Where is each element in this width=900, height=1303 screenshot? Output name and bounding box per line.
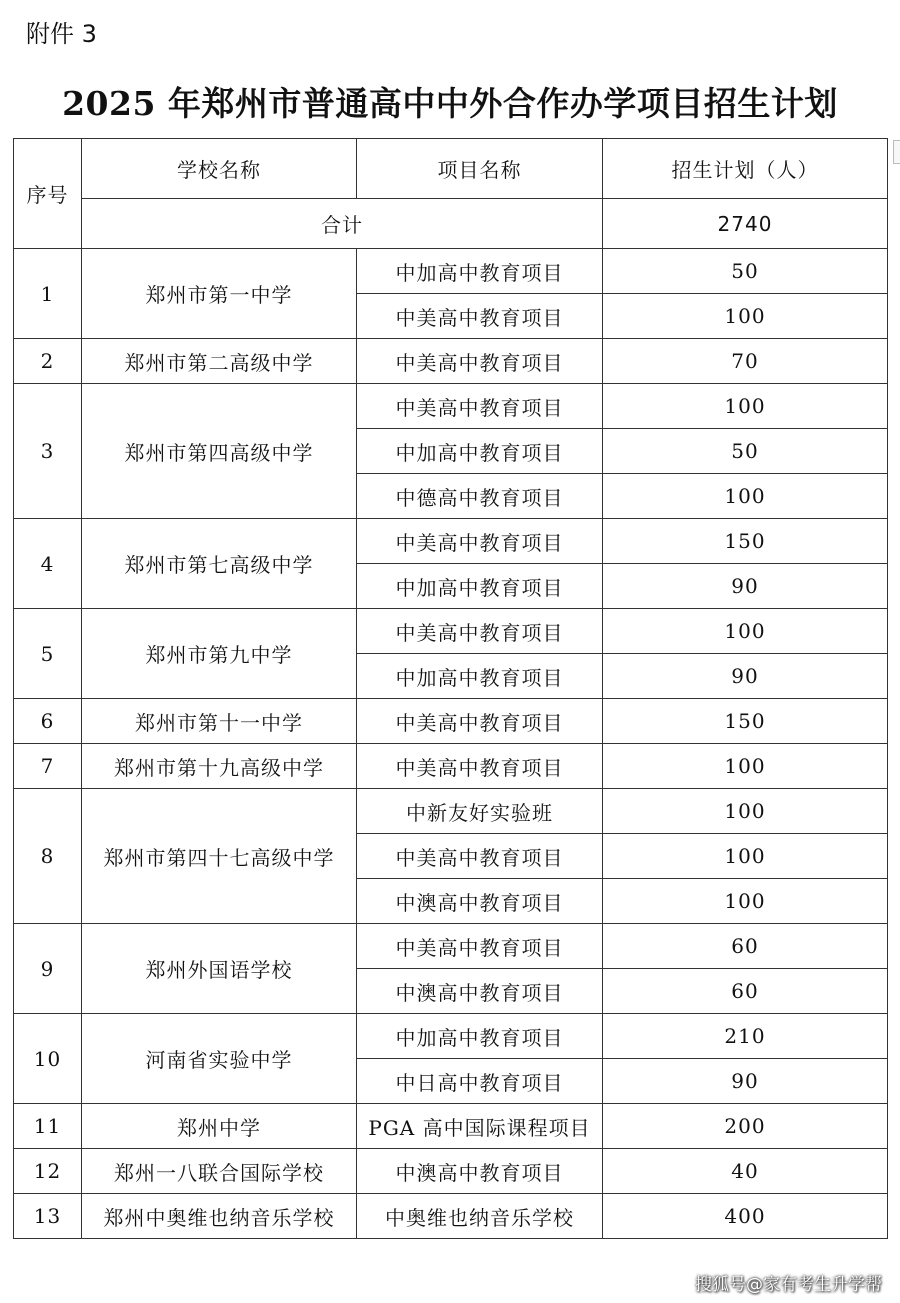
row-plan-count: 100 [603, 879, 888, 924]
row-school-name: 郑州市第一中学 [82, 249, 357, 339]
row-school-name: 郑州一八联合国际学校 [82, 1149, 357, 1194]
table-row [14, 699, 888, 744]
row-project-name: 中美高中教育项目 [357, 339, 603, 384]
page-edge-marker [893, 140, 900, 164]
row-project-name: 中加高中教育项目 [357, 1014, 603, 1059]
row-project-name: 中德高中教育项目 [357, 474, 603, 519]
row-project-name: 中澳高中教育项目 [357, 1149, 603, 1194]
row-seq: 13 [14, 1194, 82, 1239]
row-plan-count: 70 [603, 339, 888, 384]
row-plan-count: 100 [603, 294, 888, 339]
row-seq: 6 [14, 699, 82, 744]
row-project-name: 中美高中教育项目 [357, 294, 603, 339]
row-project-name: 中加高中教育项目 [357, 654, 603, 699]
row-plan-count: 100 [603, 609, 888, 654]
row-plan-count: 100 [603, 789, 888, 834]
row-plan-count: 60 [603, 969, 888, 1014]
row-plan-count: 150 [603, 699, 888, 744]
row-plan-count: 50 [603, 429, 888, 474]
row-plan-count: 100 [603, 474, 888, 519]
row-plan-count: 90 [603, 1059, 888, 1104]
row-school-name: 郑州市第十一中学 [82, 699, 357, 744]
row-plan-count: 50 [603, 249, 888, 294]
table-row [14, 744, 888, 789]
row-seq: 2 [14, 339, 82, 384]
row-project-name: 中美高中教育项目 [357, 699, 603, 744]
row-school-name: 河南省实验中学 [82, 1014, 357, 1104]
total-label: 合计 [82, 199, 603, 249]
row-school-name: 郑州市第十九高级中学 [82, 744, 357, 789]
row-project-name: 中新友好实验班 [357, 789, 603, 834]
row-plan-count: 150 [603, 519, 888, 564]
row-plan-count: 40 [603, 1149, 888, 1194]
table-row [14, 1194, 888, 1239]
row-project-name: 中美高中教育项目 [357, 609, 603, 654]
row-plan-count: 100 [603, 744, 888, 789]
row-school-name: 郑州市第二高级中学 [82, 339, 357, 384]
row-plan-count: 90 [603, 564, 888, 609]
row-seq: 9 [14, 924, 82, 1014]
row-seq: 8 [14, 789, 82, 924]
row-project-name: 中加高中教育项目 [357, 249, 603, 294]
row-project-name: 中澳高中教育项目 [357, 879, 603, 924]
table-row [14, 1149, 888, 1194]
watermark: 搜狐号@家有考生升学帮 [695, 1275, 882, 1295]
header-project: 项目名称 [357, 139, 603, 199]
table-row [14, 789, 888, 834]
row-seq: 5 [14, 609, 82, 699]
row-project-name: PGA 高中国际课程项目 [357, 1104, 603, 1149]
table-body [14, 249, 888, 1239]
table-header-row [14, 139, 888, 199]
row-project-name: 中美高中教育项目 [357, 834, 603, 879]
document-title: 2025 年郑州市普通高中中外合作办学项目招生计划 [62, 84, 838, 123]
header-plan: 招生计划（人） [603, 139, 888, 199]
row-seq: 1 [14, 249, 82, 339]
row-seq: 10 [14, 1014, 82, 1104]
row-school-name: 郑州市第四高级中学 [82, 384, 357, 519]
total-row [14, 199, 888, 249]
table-row [14, 384, 888, 429]
row-project-name: 中美高中教育项目 [357, 924, 603, 969]
row-seq: 4 [14, 519, 82, 609]
table-row [14, 609, 888, 654]
table-row [14, 1104, 888, 1149]
row-plan-count: 200 [603, 1104, 888, 1149]
row-seq: 11 [14, 1104, 82, 1149]
row-seq: 7 [14, 744, 82, 789]
row-school-name: 郑州外国语学校 [82, 924, 357, 1014]
row-school-name: 郑州中奥维也纳音乐学校 [82, 1194, 357, 1239]
header-seq: 序号 [14, 139, 82, 249]
row-project-name: 中美高中教育项目 [357, 744, 603, 789]
row-plan-count: 90 [603, 654, 888, 699]
row-school-name: 郑州市第九中学 [82, 609, 357, 699]
row-project-name: 中美高中教育项目 [357, 519, 603, 564]
table-row [14, 339, 888, 384]
table-row [14, 249, 888, 294]
row-project-name: 中加高中教育项目 [357, 564, 603, 609]
row-plan-count: 60 [603, 924, 888, 969]
table-row [14, 924, 888, 969]
row-school-name: 郑州中学 [82, 1104, 357, 1149]
row-plan-count: 100 [603, 834, 888, 879]
row-school-name: 郑州市第七高级中学 [82, 519, 357, 609]
table-row [14, 519, 888, 564]
row-project-name: 中奥维也纳音乐学校 [357, 1194, 603, 1239]
row-project-name: 中加高中教育项目 [357, 429, 603, 474]
header-school: 学校名称 [82, 139, 357, 199]
row-project-name: 中日高中教育项目 [357, 1059, 603, 1104]
row-seq: 3 [14, 384, 82, 519]
row-plan-count: 100 [603, 384, 888, 429]
row-project-name: 中澳高中教育项目 [357, 969, 603, 1014]
row-plan-count: 400 [603, 1194, 888, 1239]
total-value: 2740 [603, 199, 888, 249]
table-row [14, 1014, 888, 1059]
row-seq: 12 [14, 1149, 82, 1194]
row-school-name: 郑州市第四十七高级中学 [82, 789, 357, 924]
row-project-name: 中美高中教育项目 [357, 384, 603, 429]
enrollment-plan-table [13, 138, 888, 1239]
row-plan-count: 210 [603, 1014, 888, 1059]
annex-label: 附件 3 [26, 20, 97, 48]
